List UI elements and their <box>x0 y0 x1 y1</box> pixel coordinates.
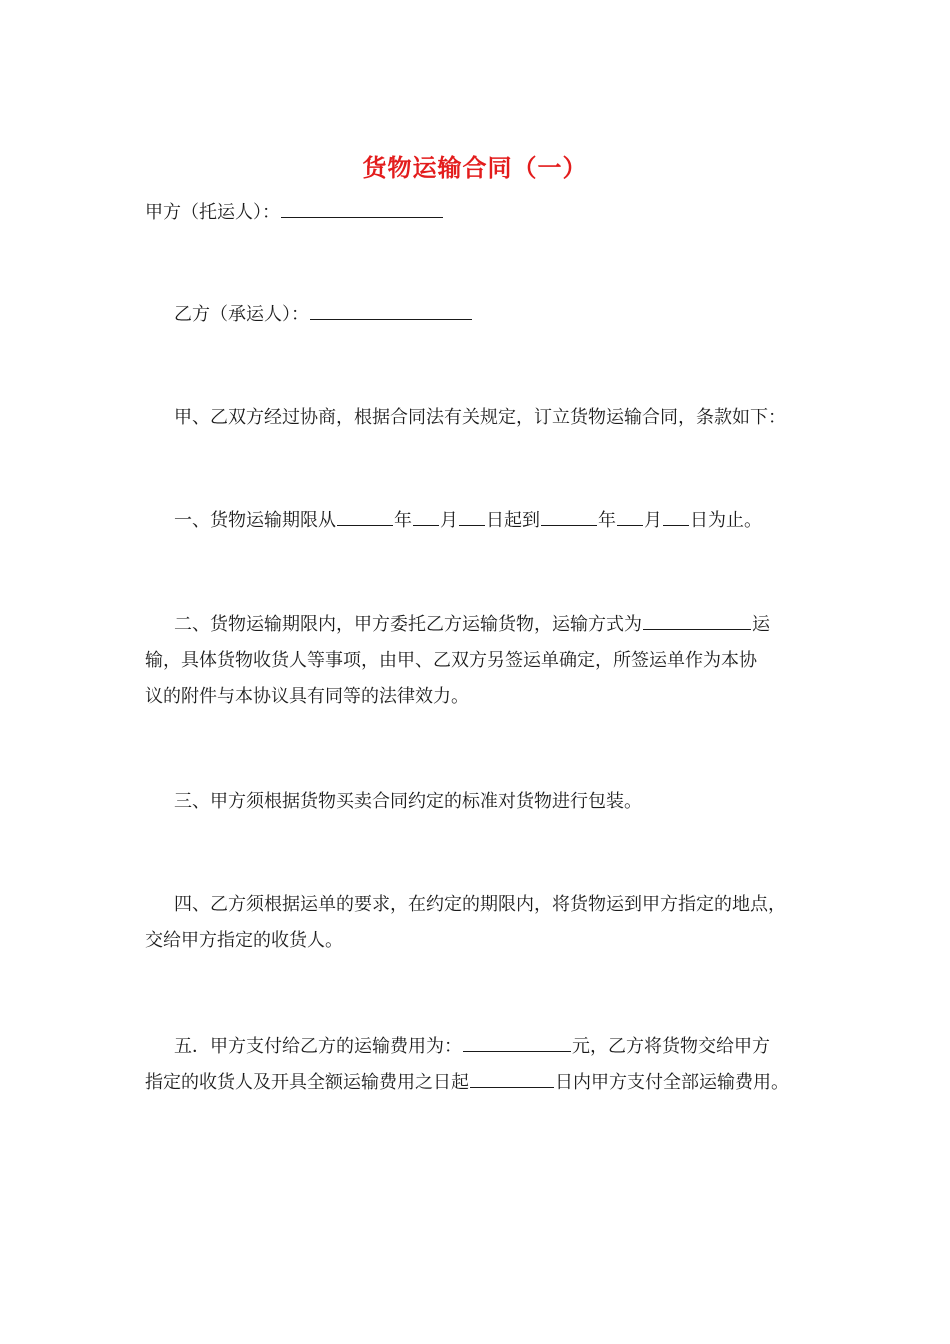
party-a-line <box>145 195 815 231</box>
party-b-blank <box>310 301 472 320</box>
clause-1 <box>145 503 844 539</box>
clause-4-line-2: 交给甲方指定的收货人。 <box>145 930 343 951</box>
intro-paragraph <box>145 400 844 436</box>
party-b-label: 乙方（承运人）： <box>174 304 309 325</box>
clause-4-line-1: 四、乙方须根据运单的要求，在约定的期限内，将货物运到甲方指定的地点， <box>174 894 786 915</box>
clause-2-text: 二、货物运输期限内，甲方委托乙方运输货物，运输方式为 <box>174 614 642 635</box>
intro-text: 甲、乙双方经过协商，根据合同法有关规定，订立货物运输合同，条款如下： <box>174 407 786 428</box>
end-year-blank <box>541 507 597 526</box>
month-label: 月 <box>644 510 662 531</box>
day-label: 日为止。 <box>690 510 762 531</box>
clause-2-text: 运 <box>752 614 770 635</box>
clause-1-text: 一、货物运输期限从 <box>174 510 336 531</box>
clause-5 <box>145 1029 815 1101</box>
year-label: 年 <box>394 510 412 531</box>
end-month-blank <box>617 507 643 526</box>
start-month-blank <box>413 507 439 526</box>
transport-fee-blank <box>463 1033 571 1052</box>
start-year-blank <box>337 507 393 526</box>
clause-2-line-2: 输，具体货物收货人等事项，由甲、乙双方另签运单确定，所签运单作为本协 <box>145 650 757 671</box>
transport-method-blank <box>643 611 751 630</box>
clause-2-line-3: 议的附件与本协议具有同等的法律效力。 <box>145 686 469 707</box>
clause-5-text: 日内甲方支付全部运输费用。 <box>555 1072 789 1093</box>
party-b-line <box>145 297 844 333</box>
clause-4 <box>145 887 815 959</box>
clause-5-line-1 <box>145 1029 815 1065</box>
party-a-label: 甲方（托运人）： <box>145 202 280 223</box>
end-day-blank <box>663 507 689 526</box>
payment-days-blank <box>470 1069 554 1088</box>
document-title: 货物运输合同（一） <box>362 153 588 182</box>
clause-5-line-2 <box>145 1065 815 1101</box>
clause-5-text: 元，乙方将货物交给甲方 <box>572 1036 770 1057</box>
clause-3-text: 三、甲方须根据货物买卖合同约定的标准对货物进行包装。 <box>174 791 642 812</box>
day-label: 日起到 <box>486 510 540 531</box>
clause-2-line-1 <box>145 607 815 643</box>
clause-2 <box>145 607 815 715</box>
clause-5-text: 五．甲方支付给乙方的运输费用为： <box>174 1036 462 1057</box>
year-label: 年 <box>598 510 616 531</box>
party-a-blank <box>281 199 443 218</box>
start-day-blank <box>459 507 485 526</box>
clause-5-text: 指定的收货人及开具全额运输费用之日起 <box>145 1072 469 1093</box>
clause-3 <box>145 784 844 820</box>
month-label: 月 <box>440 510 458 531</box>
